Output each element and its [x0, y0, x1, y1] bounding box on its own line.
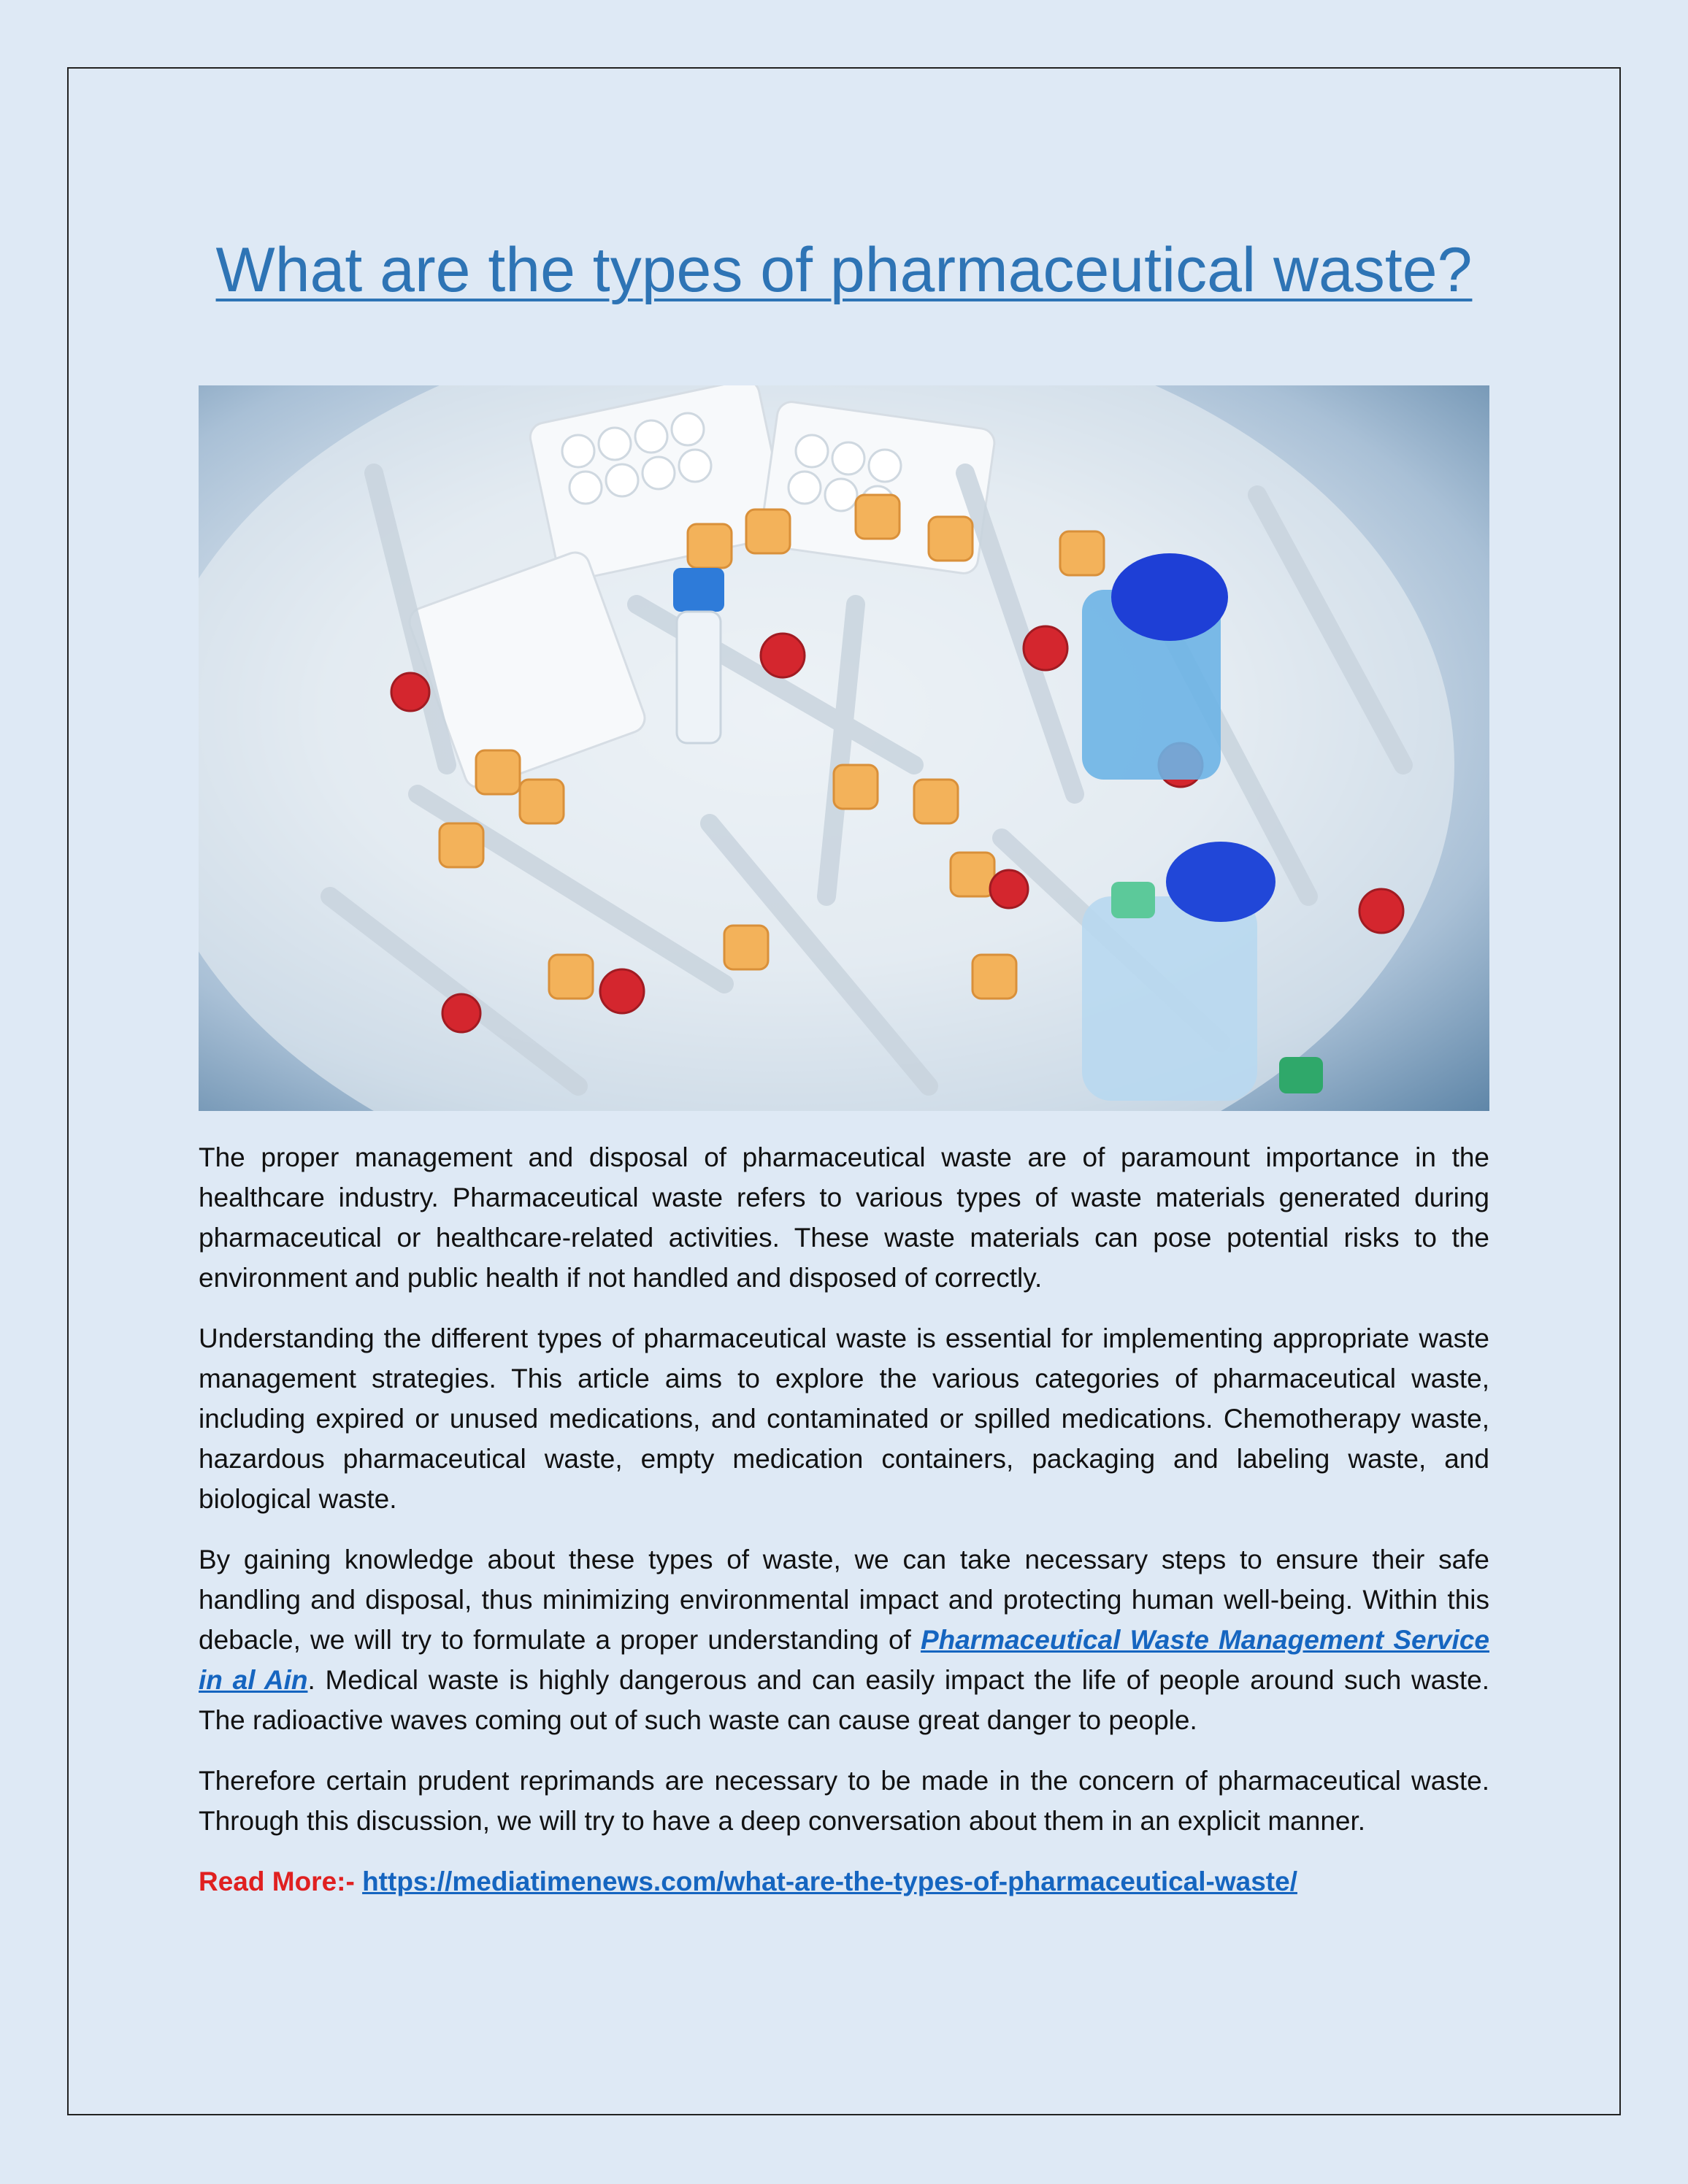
- paragraph-intro: The proper management and disposal of pharmaceutical waste are of paramount importance in the healthcare industry. Pharmaceutical waste refers to various types of waste materials generated during pharmaceutical or healthcare-related activities. These waste materials can pose potential risks to the environment and public health if not handled and disposed of correctly.: [199, 1142, 1489, 1293]
- medical-waste-photo: [199, 385, 1489, 1111]
- paragraph-knowledge-text-end: . Medical waste is highly dangerous and can easily impact the life of people around such waste. The radioactive waves coming out of such waste can cause great danger to people.: [199, 1665, 1489, 1735]
- paragraph-knowledge-text-start: By gaining knowledge about these types of waste, we can take necessary steps to ensure their safe handling and disposal, thus minimizing environmental impact and protecting human well-being. Within this debacle, we will try to formulate a proper understanding of: [199, 1545, 1489, 1655]
- read-more: [199, 1861, 1489, 1902]
- read-more-label: Read More:-: [199, 1866, 363, 1896]
- article-body: [199, 1137, 1489, 1902]
- photo-illustration: [199, 385, 1489, 1111]
- page-title: What are the types of pharmaceutical waste?: [215, 235, 1473, 305]
- service-link[interactable]: Pharmaceutical Waste Management Service in al Ain: [199, 1625, 1489, 1695]
- paragraph-knowledge: [199, 1539, 1489, 1740]
- paragraph-conclusion: Therefore certain prudent reprimands are necessary to be made in the concern of pharmaceutical waste. Through this discussion, we will try to have a deep conversation about them in an explicit manner.: [199, 1766, 1489, 1836]
- paragraph-types: Understanding the different types of pharmaceutical waste is essential for implementing appropriate waste management strategies. This article aims to explore the various categories of pharmaceutical waste, including expired or unused medications, and contaminated or spilled medications. Chemotherapy waste, hazardous pharmaceutical waste, empty medication containers, packaging and labeling waste, and biological waste.: [199, 1323, 1489, 1514]
- read-more-link[interactable]: https://mediatimenews.com/what-are-the-types-of-pharmaceutical-waste/: [362, 1866, 1297, 1896]
- document-content: [199, 226, 1489, 1902]
